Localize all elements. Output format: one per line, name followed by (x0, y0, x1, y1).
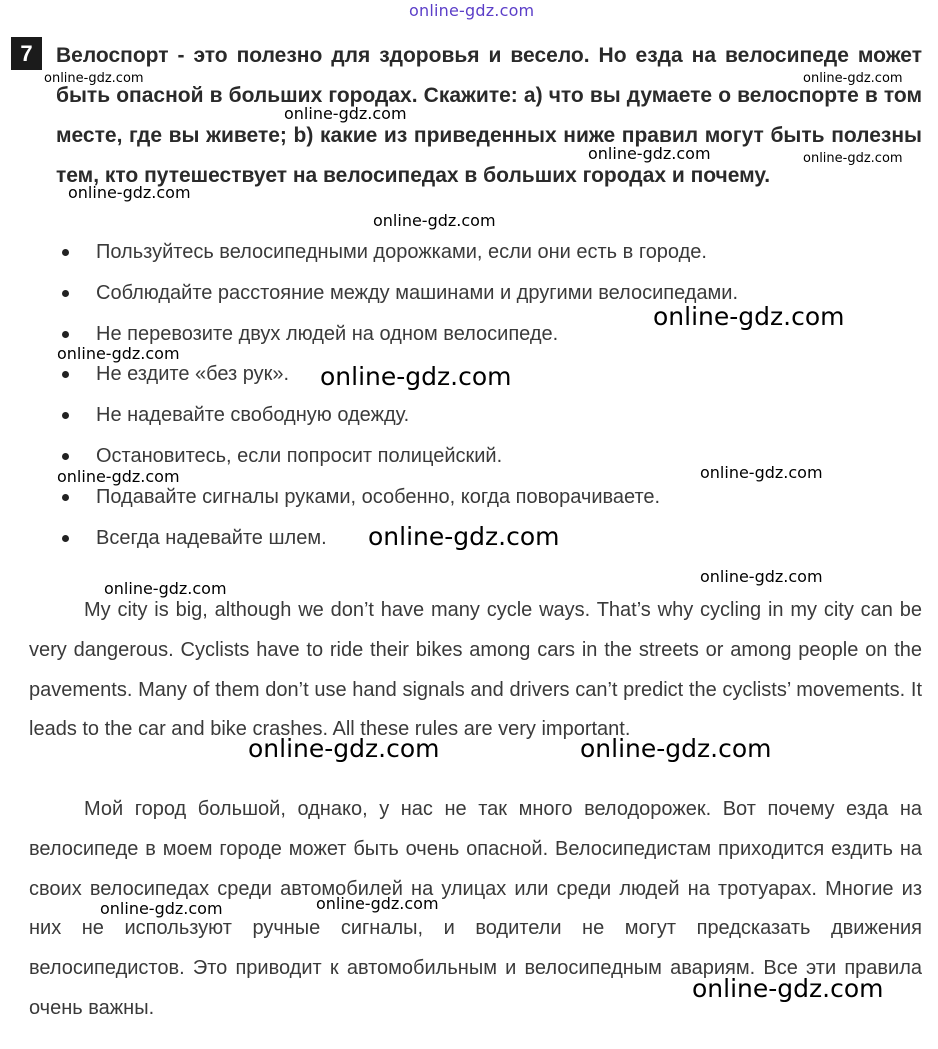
answer-english: My city is big, although we don’t have many cycle ways. That’s why cycling in my city can be very dangerous. Cyclists have to ride their bikes among cars in the streets or among people on the pavements. Many of them don’t use hand signals and drivers can’t predict the cyclists’ movements. It leads to the car and bike crashes. All these rules are very important. (29, 599, 922, 741)
rule-text: Пользуйтесь велосипедными дорожками, если они есть в городе. (96, 241, 707, 263)
watermark: online-gdz.com (100, 899, 223, 918)
task-prompt: Велоспорт - это полезно для здоровья и весело. Но езда на велосипеде может быть опасной в больших городах. Скажите: а) что вы думаете о велоспорте в том месте, где вы живете; b) какие из приведенных ниже правил могут быть полезны тем, кто путешествует на велосипедах в больших городах и почему. (56, 44, 922, 187)
bullet-icon (62, 494, 69, 501)
watermark: online-gdz.com (653, 302, 845, 331)
watermark: online-gdz.com (588, 144, 711, 163)
watermark: online-gdz.com (409, 1, 535, 20)
bullet-icon (62, 453, 69, 460)
watermark: online-gdz.com (700, 567, 823, 586)
rule-text: Остановитесь, если попросит полицейский. (96, 444, 503, 467)
bullet-icon (62, 290, 69, 297)
list-item (60, 232, 880, 273)
bullet-icon (62, 249, 69, 256)
rule-text: Соблюдайте расстояние между машинами и другими велосипедами. (96, 281, 739, 304)
rule-text: Всегда надевайте шлем. (96, 526, 327, 549)
bullet-icon (62, 535, 69, 542)
task-number-badge: 7 (11, 37, 42, 70)
watermark: online-gdz.com (57, 467, 180, 486)
watermark: online-gdz.com (803, 71, 903, 86)
watermark: online-gdz.com (57, 344, 180, 363)
watermark: online-gdz.com (316, 894, 439, 913)
watermark: online-gdz.com (580, 734, 772, 763)
rule-text: Не перевозите двух людей на одном велосипеде. (96, 322, 559, 345)
watermark: online-gdz.com (44, 71, 144, 86)
watermark: online-gdz.com (373, 211, 496, 230)
watermark: online-gdz.com (803, 151, 903, 166)
watermark: online-gdz.com (104, 579, 227, 598)
watermark: online-gdz.com (692, 974, 884, 1003)
bullet-icon (62, 412, 69, 419)
list-item (60, 477, 880, 518)
rule-text: Не надевайте свободную одежду. (96, 404, 410, 427)
watermark: online-gdz.com (284, 104, 407, 123)
watermark: online-gdz.com (700, 463, 823, 482)
watermark: online-gdz.com (320, 362, 512, 391)
rules-list (60, 232, 880, 558)
bullet-icon (62, 371, 69, 378)
list-item (60, 395, 880, 436)
bullet-icon (62, 331, 69, 338)
watermark: online-gdz.com (68, 183, 191, 202)
rule-text: Не ездите «без рук». (96, 363, 290, 386)
rule-text: Подавайте сигналы руками, особенно, когда поворачиваете. (96, 485, 661, 508)
answer-russian: Мой город большой, однако, у нас не так много велодорожек. Вот почему езда на велосипеде в моем городе может быть очень опасной. Велосипедистам приходится ездить на своих велосипедах среди автомобилей на улицах или среди людей на тротуарах. Многие из них не используют ручные сигналы, и водители не могут предсказать движения велосипедистов. Это приводит к автомобильным и велосипедным авариям. Все эти правила очень важны. (29, 798, 922, 1019)
watermark: online-gdz.com (248, 734, 440, 763)
watermark: online-gdz.com (368, 522, 560, 551)
